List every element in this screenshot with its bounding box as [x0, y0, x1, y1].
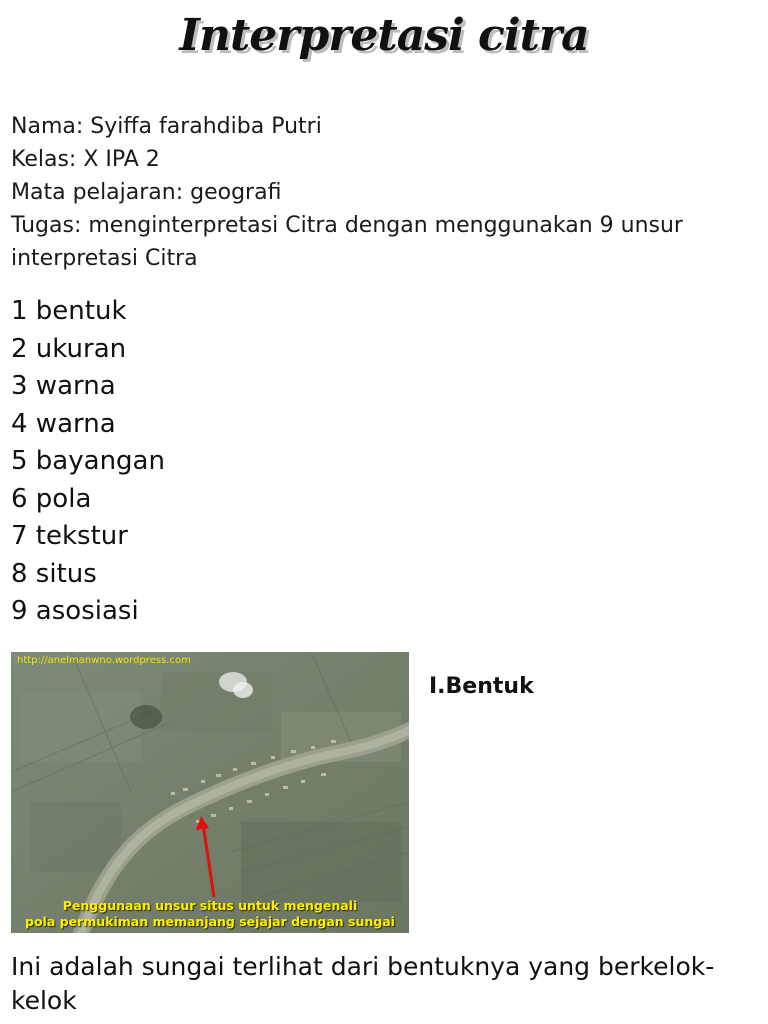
list-item: 3 warna — [11, 371, 116, 401]
list-item: 6 pola — [11, 483, 92, 514]
image-caption-line: Penggunaan unsur situs untuk mengenali — [62, 898, 358, 913]
list-item: 4 warna — [11, 408, 116, 439]
student-info — [11, 110, 751, 275]
page-title: Interpretasi citra — [179, 10, 589, 61]
student-class: Kelas: X IPA 2 — [11, 147, 160, 172]
section-heading: I.Bentuk — [429, 674, 534, 699]
list-item: 9 asosiasi — [11, 596, 139, 626]
image-caption — [11, 898, 409, 930]
satellite-image — [11, 652, 409, 933]
image-watermark: http://anelmanwno.wordpress.com — [17, 655, 191, 666]
subject: Mata pelajaran: geografi — [11, 180, 282, 205]
list-item: 8 situs — [11, 558, 97, 589]
assignment: Tugas: menginterpretasi Citra dengan menggunakan 9 unsur interpretasi Citra — [11, 213, 683, 271]
list-item: 2 ukuran — [11, 333, 127, 364]
image-caption-line: pola permukiman memanjang sejajar dengan sungai — [25, 914, 395, 929]
list-item: 7 tekstur — [11, 521, 128, 551]
description-text: Ini adalah sungai terlihat dari bentuknya yang berkelok-kelok — [11, 952, 715, 1015]
student-name: Nama: Syiffa farahdiba Putri — [11, 114, 322, 139]
satellite-image-graphic — [11, 652, 409, 933]
unsur-list — [11, 293, 165, 631]
list-item: 5 bayangan — [11, 446, 165, 476]
list-item: 1 bentuk — [11, 296, 127, 326]
